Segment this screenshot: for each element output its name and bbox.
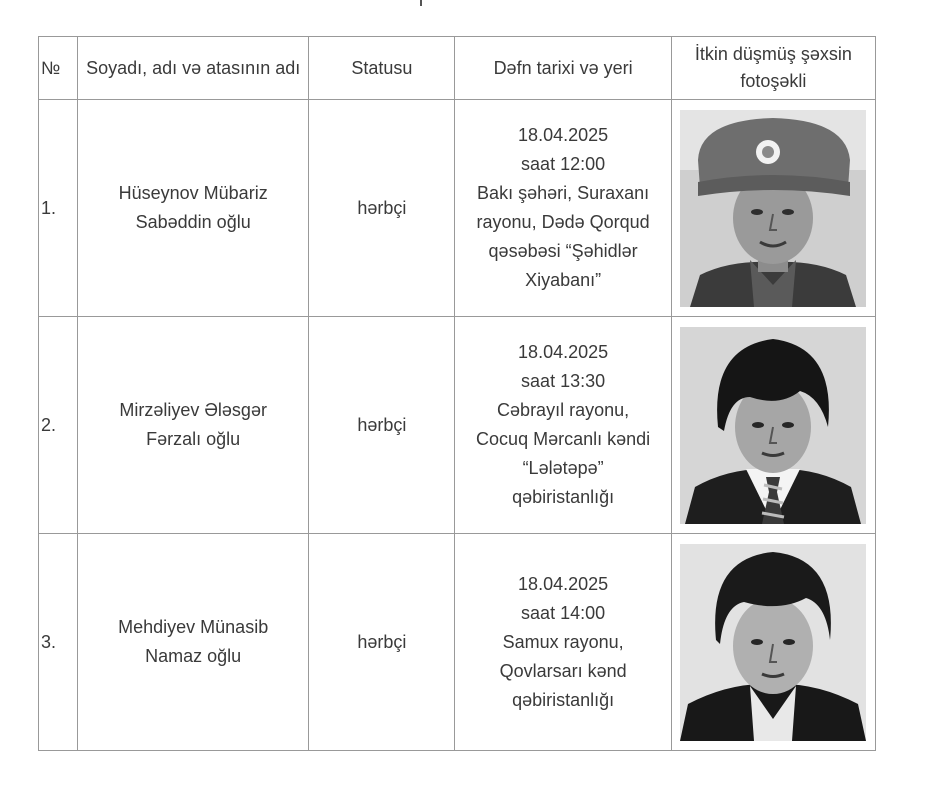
- portrait-young-man-jacket: [680, 544, 866, 741]
- header-name: Soyadı, adı və atasının adı: [78, 37, 309, 100]
- page-top-fragment: [0, 0, 926, 12]
- row-status: hərbçi: [309, 100, 455, 317]
- person-name: Mirzəliyev Ələsgər Fərzalı oğlu: [119, 400, 267, 449]
- table-row: [39, 534, 876, 751]
- cropped-text-fragment: [420, 0, 422, 6]
- row-number: 3.: [39, 534, 78, 751]
- person-name: Mehdiyev Münasib Namaz oğlu: [118, 617, 269, 666]
- missing-persons-table: [38, 36, 876, 751]
- burial-info: 18.04.2025 saat 14:00 Samux rayonu, Qovlarsarı kənd qəbiristanlığı: [499, 573, 627, 710]
- person-name: Hüseynov Mübariz Sabəddin oğlu: [118, 183, 268, 232]
- header-photo: İtkin düşmüş şəxsin fotoşəkli: [671, 37, 875, 100]
- burial-info: 18.04.2025 saat 13:30 Cəbrayıl rayonu, Cocuq Mərcanlı kəndi “Lələtəpə” qəbiristanlığı: [476, 342, 651, 507]
- table-row: [39, 317, 876, 534]
- row-photo-cell: [671, 100, 875, 317]
- row-status: hərbçi: [309, 534, 455, 751]
- row-name-cell: [78, 317, 309, 534]
- table-row: [39, 100, 876, 317]
- burial-info: 18.04.2025 saat 12:00 Bakı şəhəri, Suraxanı rayonu, Dədə Qorqud qəsəbəsi “Şəhidlər Xiyabanı”: [476, 125, 650, 290]
- header-burial: Dəfn tarixi və yeri: [455, 37, 671, 100]
- row-number: 1.: [39, 100, 78, 317]
- portrait-soldier-ushanka: [680, 110, 866, 307]
- row-status: hərbçi: [309, 317, 455, 534]
- row-name-cell: [78, 100, 309, 317]
- header-number: №: [39, 37, 78, 100]
- row-burial-cell: [455, 317, 671, 534]
- portrait-young-man-suit: [680, 327, 866, 524]
- row-name-cell: [78, 534, 309, 751]
- row-photo-cell: [671, 317, 875, 534]
- row-number: 2.: [39, 317, 78, 534]
- row-burial-cell: [455, 100, 671, 317]
- person-photo: [680, 110, 866, 307]
- table-header-row: [39, 37, 876, 100]
- row-photo-cell: [671, 534, 875, 751]
- row-burial-cell: [455, 534, 671, 751]
- header-status: Statusu: [309, 37, 455, 100]
- person-photo: [680, 544, 866, 741]
- person-photo: [680, 327, 866, 524]
